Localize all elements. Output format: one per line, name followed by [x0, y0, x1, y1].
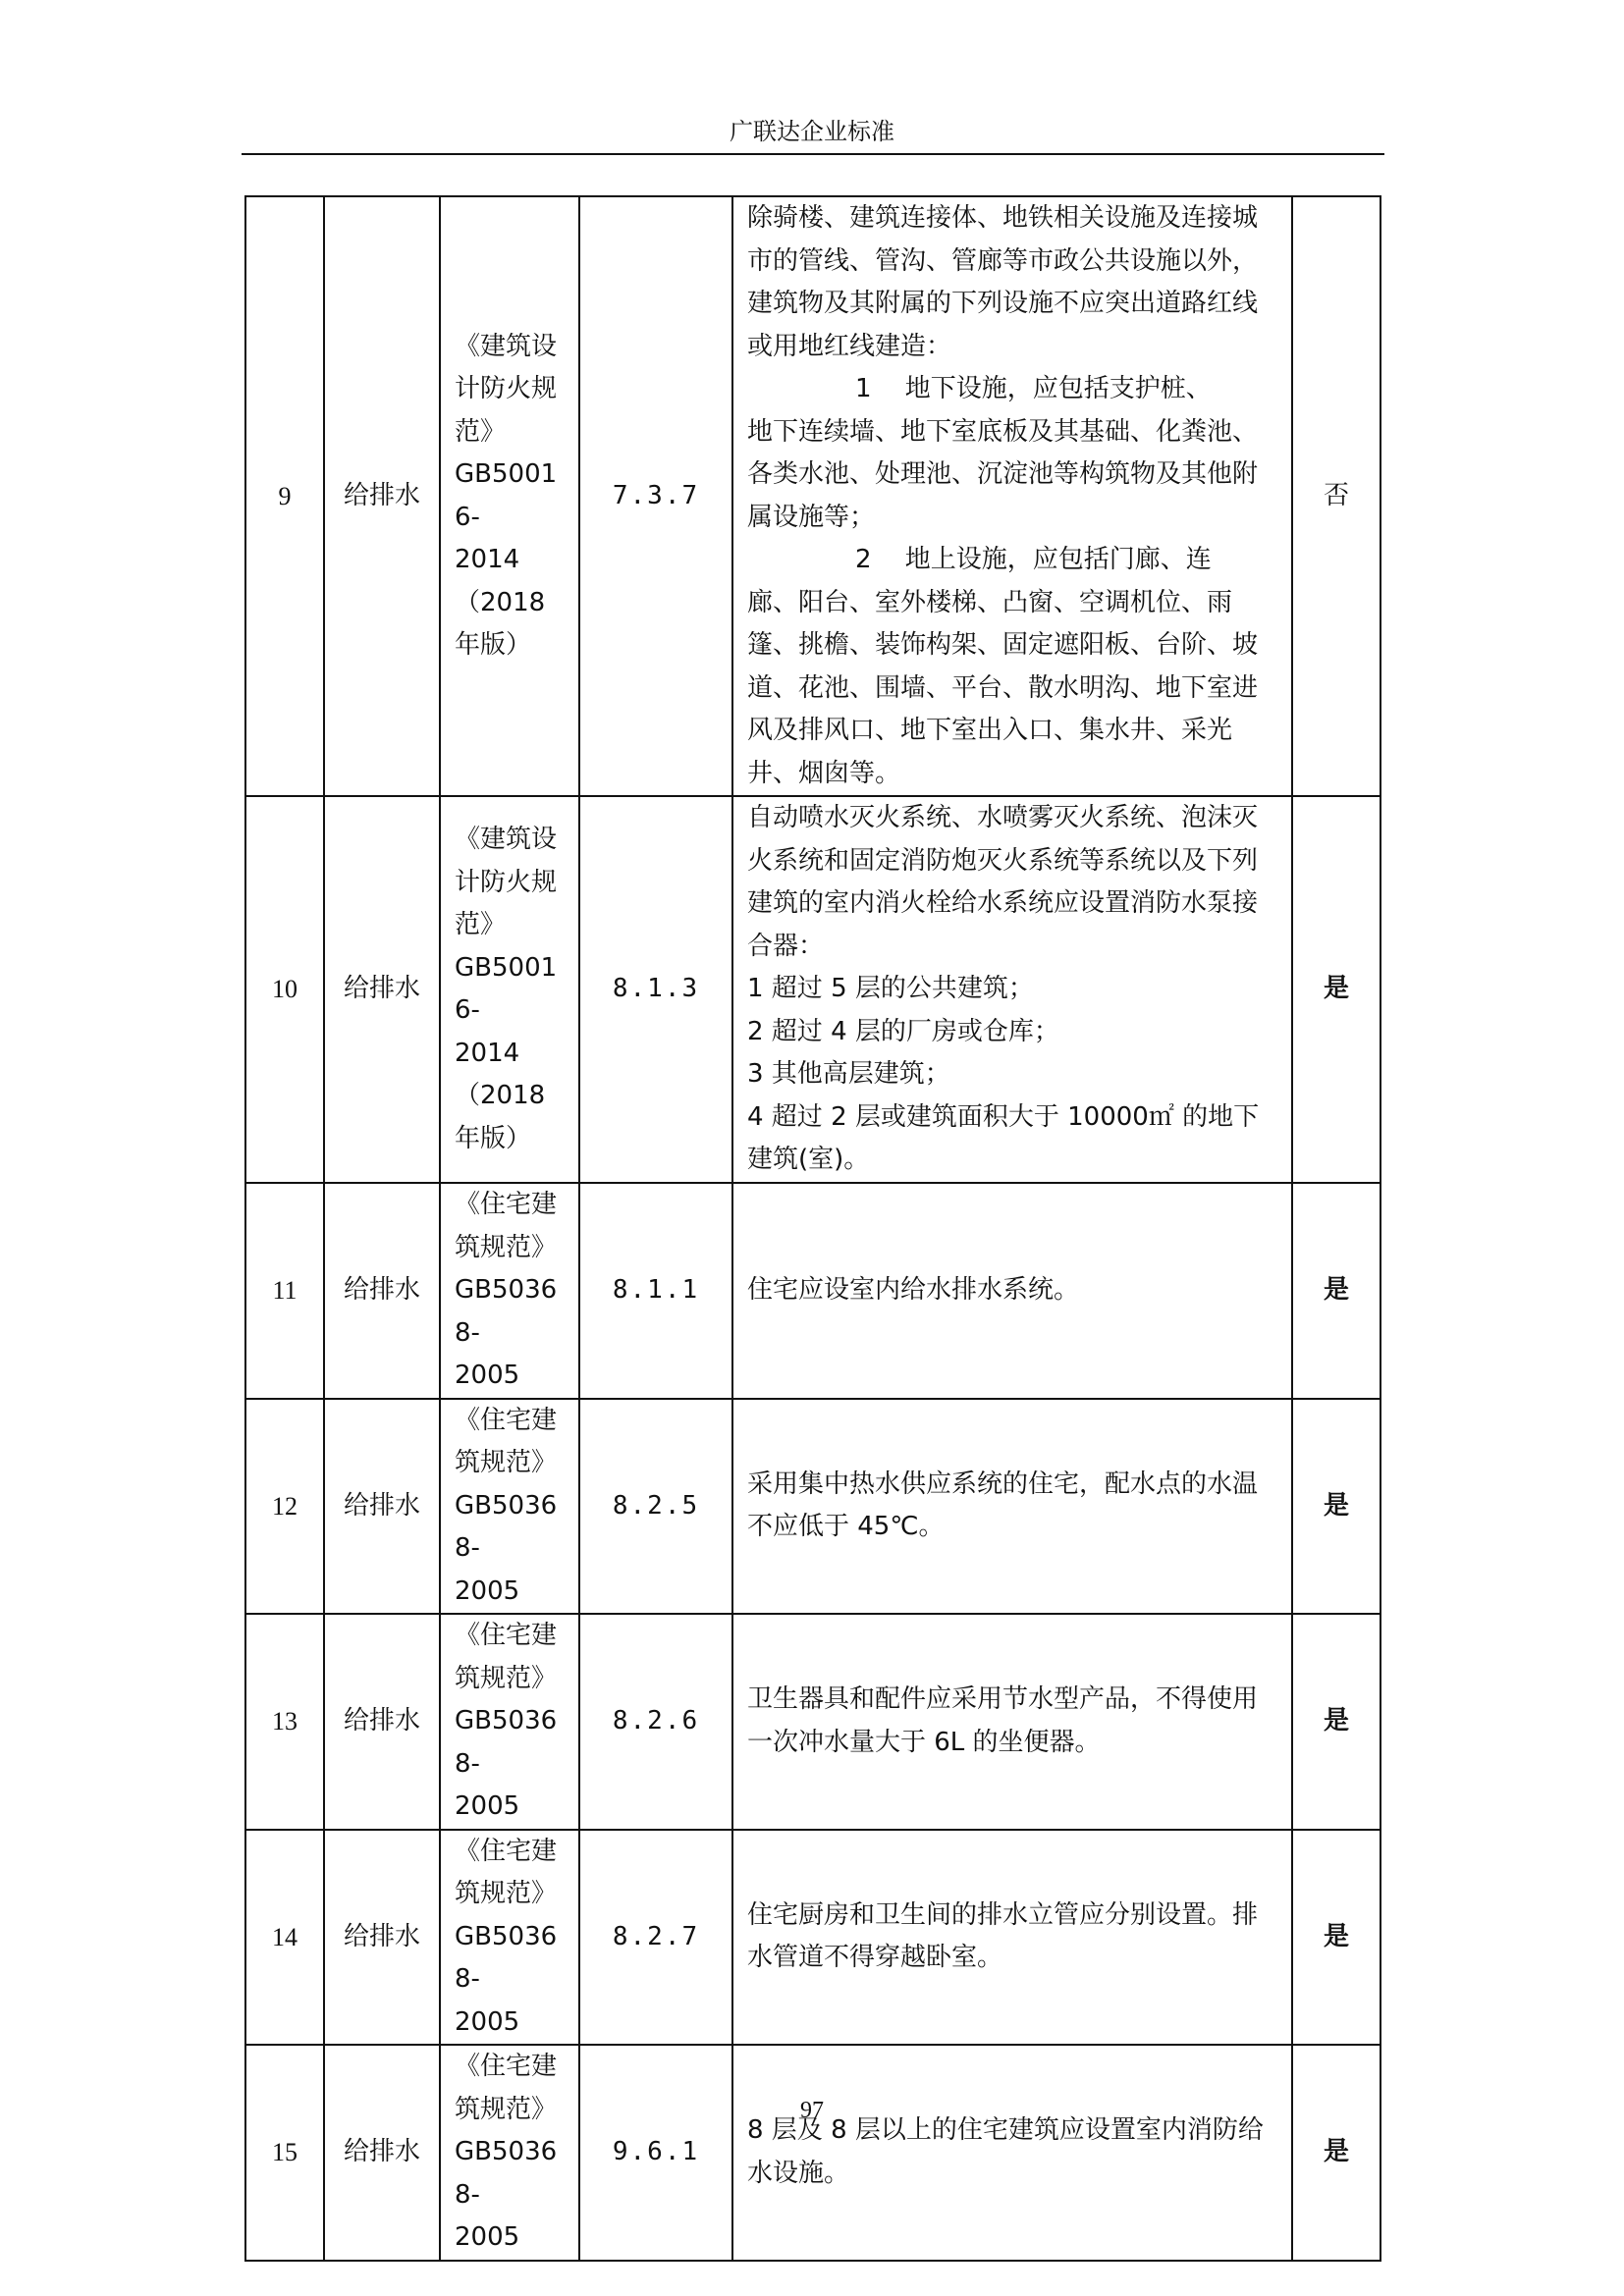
row-standard	[440, 1183, 579, 1399]
row-number: 13	[245, 1614, 324, 1830]
row-content	[732, 196, 1292, 796]
standard-line: 年版）	[455, 630, 532, 660]
standard-line: （2018	[455, 587, 546, 617]
standard-line: GB50368-	[455, 1706, 558, 1779]
standard-line: 2014	[455, 1038, 520, 1068]
row-content	[732, 1399, 1292, 1615]
row-mandatory: 是	[1292, 1614, 1380, 1830]
standard-line: 《住宅建	[455, 1621, 558, 1650]
row-category: 给排水	[324, 1183, 440, 1399]
row-mandatory: 是	[1292, 1399, 1380, 1615]
table-row	[245, 1614, 1380, 1830]
standard-line: 2005	[455, 1791, 520, 1821]
row-category: 给排水	[324, 2045, 440, 2261]
row-mandatory: 是	[1292, 2045, 1380, 2261]
table-row	[245, 796, 1380, 1183]
row-category: 给排水	[324, 196, 440, 796]
row-standard	[440, 1830, 579, 2046]
standards-table	[244, 195, 1381, 2262]
standard-line: 《住宅建	[455, 1190, 558, 1219]
content-paragraph: 卫生器具和配件应采用节水型产品，不得使用一次冲水量大于 6L 的坐便器。	[747, 1684, 1259, 1757]
row-clause: 8.1.3	[579, 796, 732, 1183]
standard-line: 计防火规	[455, 867, 558, 897]
standard-line: 2005	[455, 1361, 520, 1390]
standard-line: 2005	[455, 1575, 520, 1606]
content-paragraph: 采用集中热水供应系统的住宅，配水点的水温不应低于 45℃。	[747, 1468, 1259, 1542]
row-clause: 8.2.6	[579, 1614, 732, 1830]
content-paragraph: 1 地下设施，应包括支护桩、	[855, 374, 1212, 403]
content-paragraph: 除骑楼、建筑连接体、地铁相关设施及连接城市的管线、管沟、管廊等市政公共设施以外，建筑物及其附属的下列设施不应突出道路红线或用地红线建造：	[747, 203, 1259, 361]
row-category: 给排水	[324, 1830, 440, 2046]
standard-line: 筑规范》	[455, 1232, 558, 1262]
standard-line: 计防火规	[455, 374, 558, 403]
standard-line: 筑规范》	[455, 1448, 558, 1477]
standard-line: 《建筑设	[455, 331, 558, 361]
standard-line: GB50016-	[455, 952, 558, 1025]
content-paragraph: 2 超过 4 层的厂房或仓库；	[747, 1016, 1059, 1046]
standard-line: 2005	[455, 2006, 520, 2037]
table-row	[245, 2045, 1380, 2261]
row-mandatory: 是	[1292, 1830, 1380, 2046]
table-row	[245, 196, 1380, 796]
standard-line: 2005	[455, 2222, 520, 2252]
row-clause: 7.3.7	[579, 196, 732, 796]
row-clause: 9.6.1	[579, 2045, 732, 2261]
standard-line: 年版）	[455, 1123, 532, 1153]
standard-line: 《住宅建	[455, 2052, 558, 2081]
standard-line: 《住宅建	[455, 1405, 558, 1435]
standard-line: 2014	[455, 545, 520, 574]
standard-line: 《建筑设	[455, 825, 558, 854]
row-clause: 8.1.1	[579, 1183, 732, 1399]
row-content	[732, 2045, 1292, 2261]
row-content	[732, 1183, 1292, 1399]
row-standard	[440, 196, 579, 796]
content-paragraph: 8 层及 8 层以上的住宅建筑应设置室内消防给水设施。	[747, 2115, 1264, 2188]
row-standard	[440, 1614, 579, 1830]
content-paragraph: 廊、阳台、室外楼梯、凸窗、空调机位、雨篷、挑檐、装饰构架、固定遮阳板、台阶、坡道、花池、围墙、平台、散水明沟、地下室进风及排风口、地下室出入口、集水井、采光井、烟囱等。	[747, 587, 1259, 788]
row-content	[732, 1614, 1292, 1830]
row-clause: 8.2.5	[579, 1399, 732, 1615]
table-row	[245, 1183, 1380, 1399]
row-clause: 8.2.7	[579, 1830, 732, 2046]
content-paragraph: 地下连续墙、地下室底板及其基础、化粪池、各类水池、处理池、沉淀池等构筑物及其他附属设施等；	[747, 416, 1259, 532]
row-standard	[440, 796, 579, 1183]
row-category: 给排水	[324, 1614, 440, 1830]
table-row	[245, 1399, 1380, 1615]
content-paragraph: 3 其他高层建筑；	[747, 1059, 950, 1090]
standard-line: 范》	[455, 416, 507, 447]
row-content	[732, 796, 1292, 1183]
standard-line: 范》	[455, 910, 507, 939]
page-header-title: 广联达企业标准	[730, 118, 894, 145]
content-paragraph: 4 超过 2 层或建筑面积大于 10000㎡ 的地下建筑(室)。	[747, 1101, 1260, 1175]
content-paragraph: 住宅厨房和卫生间的排水立管应分别设置。排水管道不得穿越卧室。	[747, 1899, 1259, 1973]
standard-line: （2018	[455, 1081, 546, 1110]
content-paragraph: 住宅应设室内给水排水系统。	[747, 1275, 1080, 1305]
standard-line: 筑规范》	[455, 1879, 558, 1908]
standard-line: 筑规范》	[455, 1663, 558, 1693]
page-number: 97	[800, 2098, 824, 2123]
standard-line: GB50368-	[455, 1490, 558, 1563]
row-category: 给排水	[324, 1399, 440, 1615]
row-number: 15	[245, 2045, 324, 2261]
row-mandatory: 是	[1292, 1183, 1380, 1399]
row-standard	[440, 1399, 579, 1615]
row-content	[732, 1830, 1292, 2046]
row-mandatory: 是	[1292, 796, 1380, 1183]
row-number: 11	[245, 1183, 324, 1399]
standard-line: GB50016-	[455, 459, 558, 532]
standard-line: GB50368-	[455, 2137, 558, 2210]
table-row	[245, 1830, 1380, 2046]
table-body	[245, 196, 1380, 2261]
row-number: 9	[245, 196, 324, 796]
row-category: 给排水	[324, 796, 440, 1183]
content-paragraph: 2 地上设施，应包括门廊、连	[855, 545, 1212, 574]
row-number: 14	[245, 1830, 324, 2046]
content-paragraph: 自动喷水灭火系统、水喷雾灭火系统、泡沫灭火系统和固定消防炮灭火系统等系统以及下列建筑的室内消火栓给水系统应设置消防水泵接合器：	[747, 803, 1259, 961]
header-divider	[242, 153, 1384, 155]
standard-line: GB50368-	[455, 1921, 558, 1994]
row-standard	[440, 2045, 579, 2261]
standard-line: 《住宅建	[455, 1836, 558, 1866]
standard-line: 筑规范》	[455, 2094, 558, 2124]
standard-line: GB50368-	[455, 1275, 558, 1348]
row-number: 12	[245, 1399, 324, 1615]
content-paragraph: 1 超过 5 层的公共建筑；	[747, 974, 1034, 1004]
row-mandatory: 否	[1292, 196, 1380, 796]
row-number: 10	[245, 796, 324, 1183]
